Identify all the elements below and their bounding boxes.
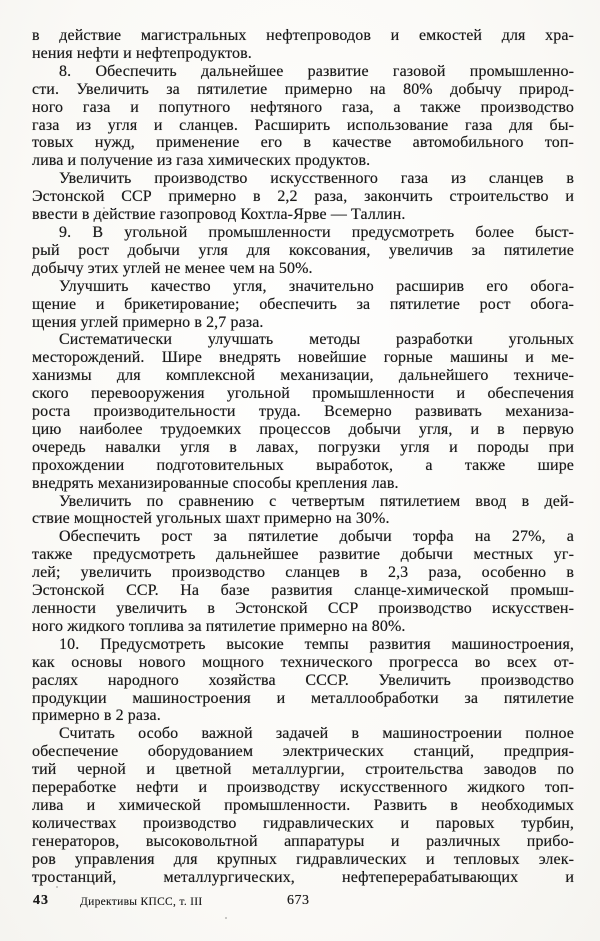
text-line: щения углей примерно в 2,7 раза. xyxy=(32,313,264,331)
text-line: Увеличить производство искусственного газа из сланцев в xyxy=(59,170,574,188)
text-line: обеспечение оборудованием электрических станций, предприя- xyxy=(32,743,574,761)
text-line: внедрять механизированные способы крепления лав. xyxy=(32,474,399,492)
print-signature-number: 43 xyxy=(33,893,49,908)
text-line: сти. Увеличить за пятилетие примерно на 80% добычу природ- xyxy=(32,80,574,98)
text-line: нения нефти и нефтепродуктов. xyxy=(32,44,252,62)
text-line: ствие мощностей угольных шахт примерно на 30%. xyxy=(32,510,390,528)
text-line: ханизмы для комплексной механизации, дальнейшего техниче- xyxy=(32,367,574,385)
text-line: газа из угля и сланцев. Расширить использование газа для бы- xyxy=(32,116,574,134)
text-line: генераторов, высоковольтной аппаратуры и различных прибо- xyxy=(32,832,574,850)
text-line: Эстонской ССР. На базе развития сланце-химической промыш- xyxy=(32,582,574,600)
edition-title: Директивы КПСС, т. III xyxy=(80,896,203,908)
text-line: Считать особо важной задачей в машиностроении полное xyxy=(59,725,574,743)
page-footer xyxy=(0,893,600,917)
text-line: цию наиболее трудоемких процессов добычи угля, и в первую xyxy=(32,420,574,438)
text-line: ного газа и попутного нефтяного газа, а также производство xyxy=(32,98,574,116)
page-text xyxy=(32,27,574,887)
text-line: лива и химической промышленности. Развить в необходимых xyxy=(32,796,574,814)
text-line: ленности увеличить в Эстонской ССР производство искусствен- xyxy=(32,600,574,617)
text-line: количествах производство гидравлических и паровых турбин, xyxy=(32,814,574,832)
text-line: раслях народного хозяйства СССР. Увеличить производство xyxy=(32,671,574,689)
text-line: ного жидкого топлива за пятилетие примерно на 80%. xyxy=(32,617,406,635)
text-line: очередь навалки угля в лавах, погрузки угля и породы при xyxy=(32,438,574,456)
text-line: 10. Предусмотреть высокие темпы развития машиностроения, xyxy=(59,635,574,653)
text-line: переработке нефти и производству искусственного жидкого топ- xyxy=(32,779,574,797)
text-line: ввести в действие газопровод Кохтла-Ярве — Таллин. xyxy=(32,206,406,224)
text-line: товых нужд, применение его в качестве автомобильного топ- xyxy=(32,134,574,152)
text-line: ров управления для крупных гидравлических и тепловых элек- xyxy=(32,850,574,868)
text-line: Увеличить по сравнению с четвертым пятилетием ввод в дей- xyxy=(59,492,574,510)
text-line: лива и получение из газа химических продуктов. xyxy=(32,152,371,170)
text-line: Обеспечить рост за пятилетие добычи торфа на 27%, а xyxy=(59,528,574,546)
text-line: примерно в 2 раза. xyxy=(32,707,161,725)
text-line: Эстонской ССР примерно в 2,2 раза, закончить строительство и xyxy=(32,188,574,206)
text-line: Улучшить качество угля, значительно расширив его обога- xyxy=(59,277,574,295)
text-line: лей; увеличить производство сланцев в 2,3 раза, особенно в xyxy=(32,564,574,582)
text-line: в действие магистральных нефтепроводов и емкостей для хра- xyxy=(32,27,574,44)
text-line: ского перевооружения угольной промышленности и обеспечения xyxy=(32,385,574,403)
text-line: как основы нового мощного технического прогресса во всех от- xyxy=(32,653,574,671)
text-line: добычу этих углей не менее чем на 50%. xyxy=(32,259,313,277)
text-line: рый рост добычи угля для коксования, увеличив за пятилетие xyxy=(32,241,574,259)
text-line: щение и брикетирование; обеспечить за пятилетие рост обога- xyxy=(32,295,574,313)
text-line: роста производительности труда. Всемерно развивать механиза- xyxy=(32,403,574,421)
scan-speck xyxy=(225,917,227,919)
text-line: прохождении подготовительных выработок, а также шире xyxy=(32,456,574,474)
text-line: тростанций, металлургических, нефтеперерабатывающих и xyxy=(32,868,574,886)
scan-speck xyxy=(103,207,105,209)
text-line: тий черной и цветной металлургии, строительства заводов по xyxy=(32,761,574,779)
page-number: 673 xyxy=(287,893,310,908)
text-line: продукции машиностроения и металлообработки за пятилетие xyxy=(32,689,574,707)
text-line: 8. Обеспечить дальнейшее развитие газовой промышленно- xyxy=(59,62,574,80)
text-line: месторождений. Шире внедрять новейшие горные машины и ме- xyxy=(32,349,574,367)
text-line: 9. В угольной промышленности предусмотреть более быст- xyxy=(59,223,574,241)
scan-speck xyxy=(56,886,58,888)
text-line: также предусмотреть дальнейшее развитие добычи местных уг- xyxy=(32,546,574,564)
text-line: Систематически улучшать методы разработки угольных xyxy=(59,331,574,349)
